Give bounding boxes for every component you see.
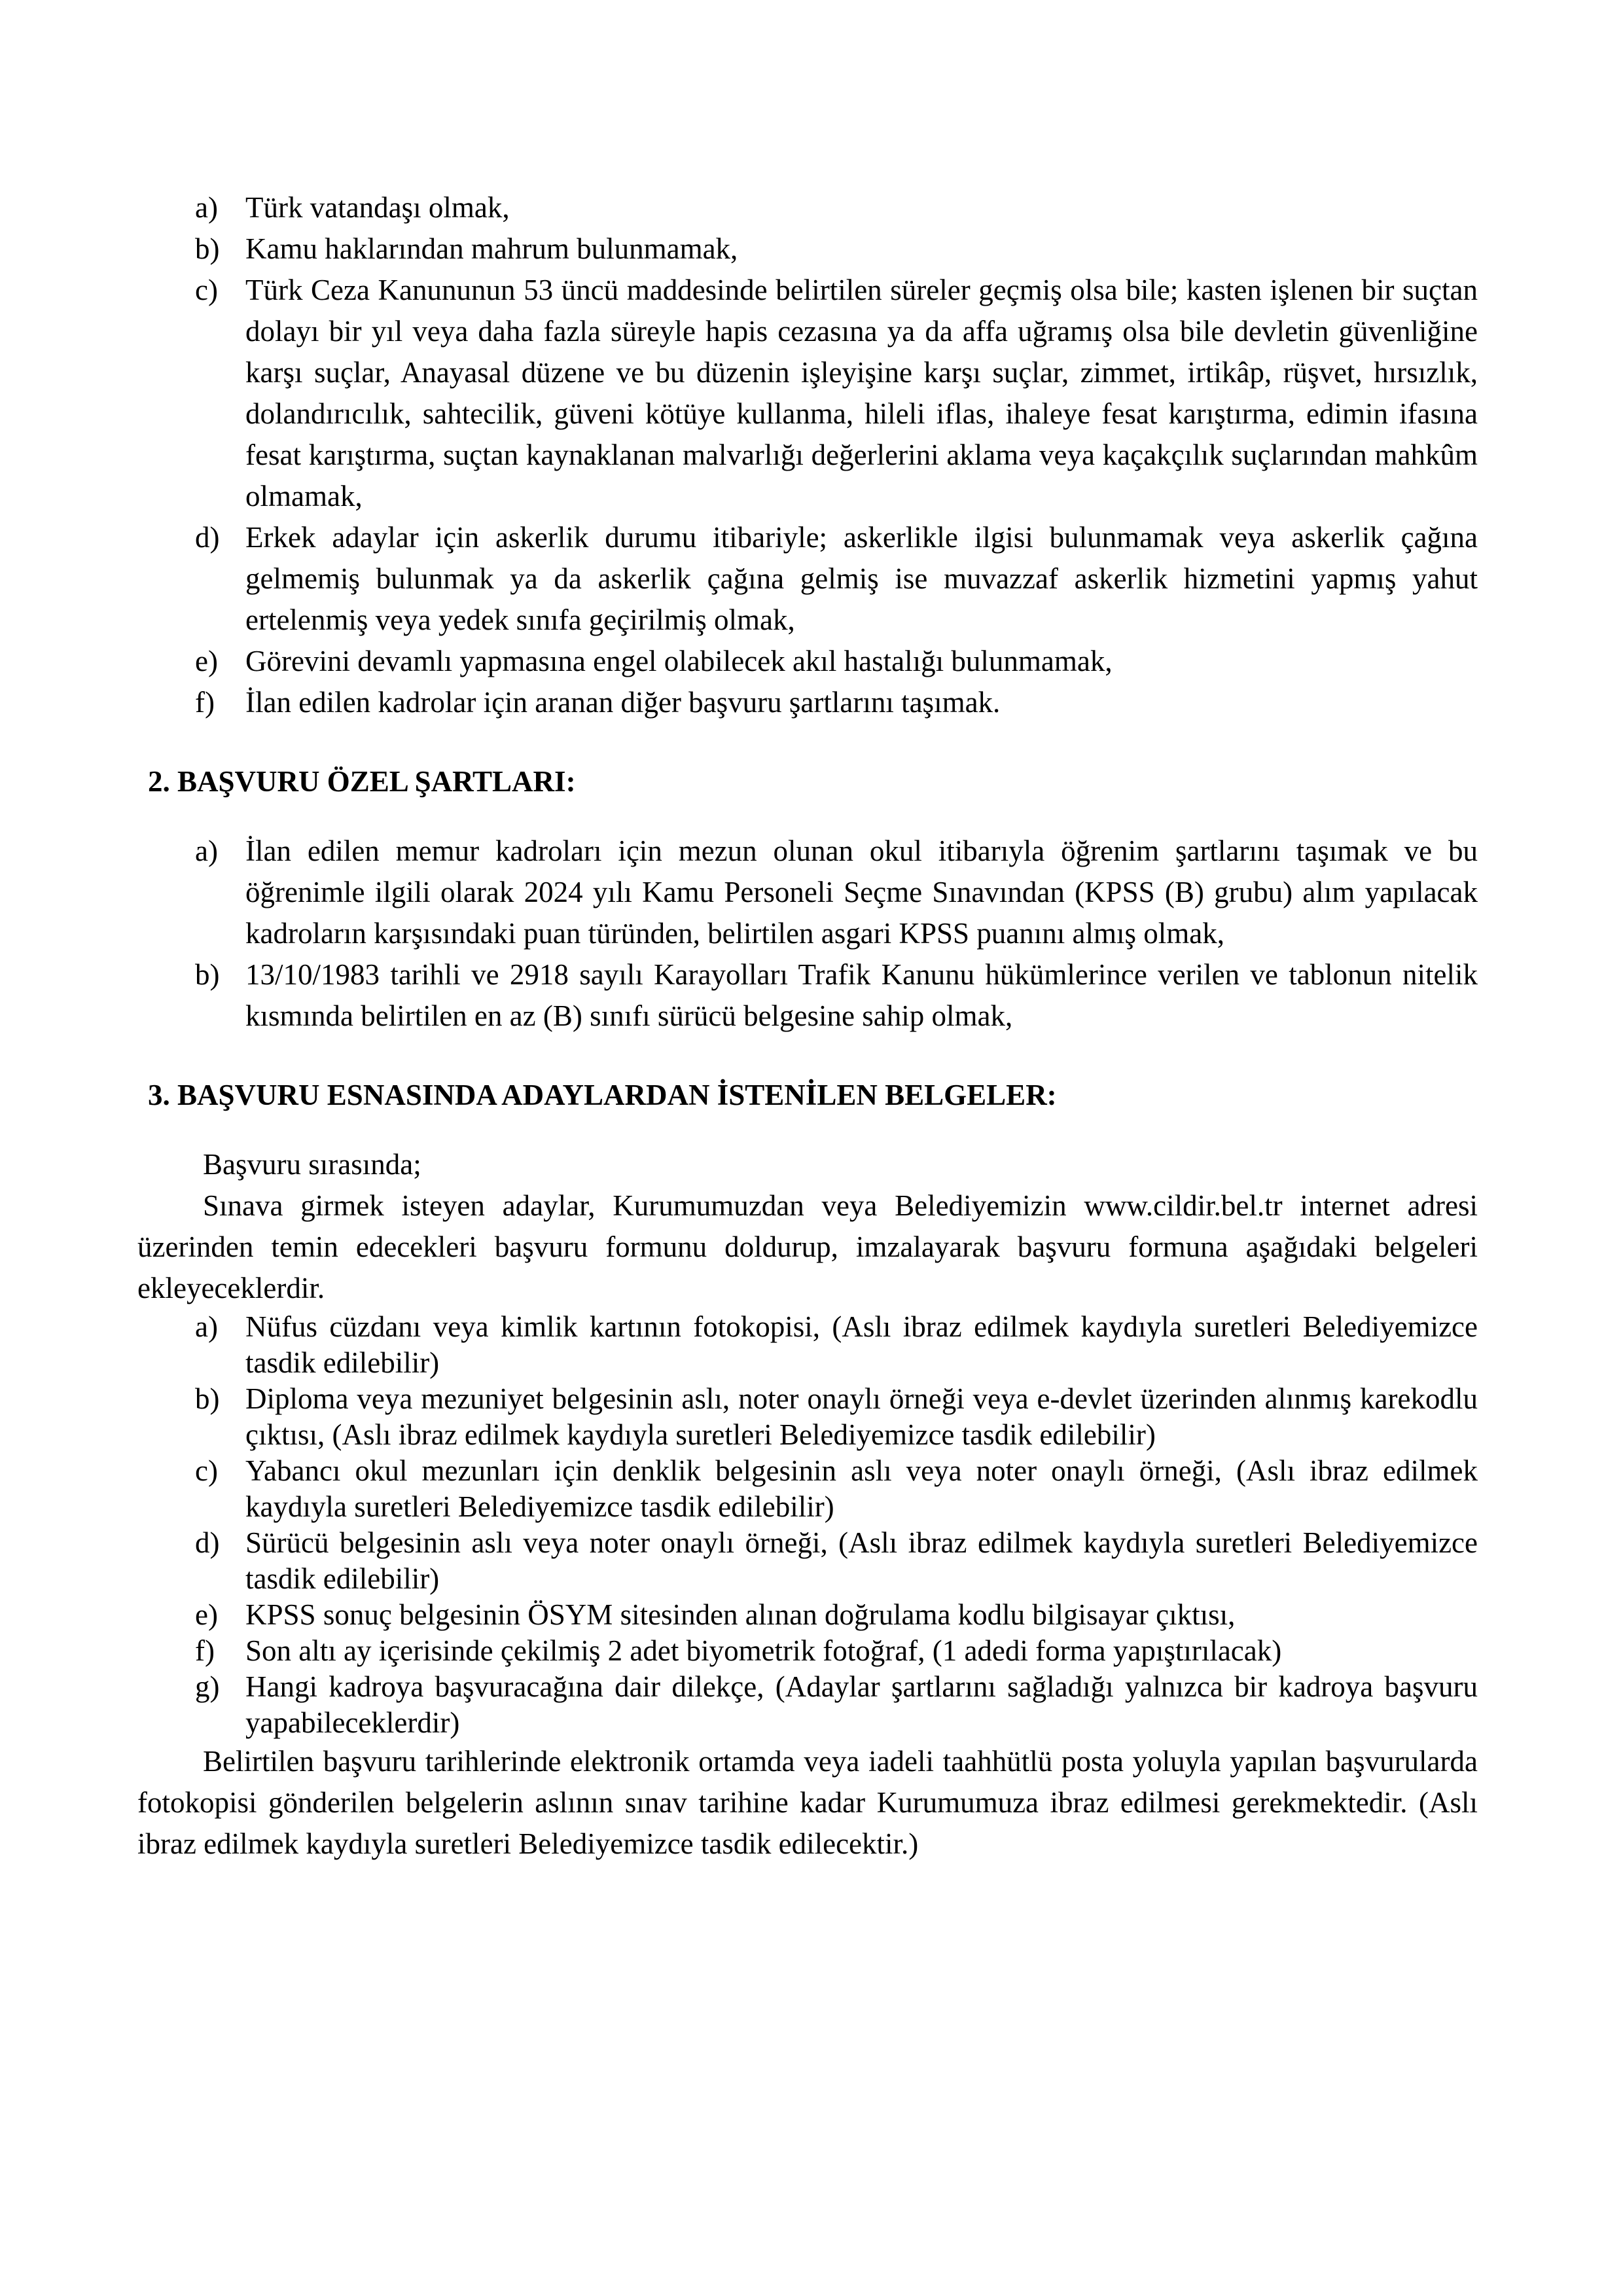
section-2-list [137,831,1478,1037]
list-marker: e) [195,645,218,677]
list-marker: f) [195,1634,215,1667]
list-item [137,1453,1478,1525]
list-item [137,682,1478,723]
general-conditions-list [137,187,1478,723]
list-marker: c) [195,274,218,306]
list-marker: b) [195,1382,220,1415]
list-item-text: 13/10/1983 tarihli ve 2918 sayılı Karayolları Trafik Kanunu hükümlerince verilen ve tablonun nitelik kısmında belirtilen en az (B) sınıfı sürücü belgesine sahip olmak, [245,958,1478,1032]
list-item [137,641,1478,682]
list-item-text: Yabancı okul mezunları için denklik belgesinin aslı veya noter onaylı örneği, (Aslı ibraz edilmek kaydıyla suretleri Belediyemizce tasdik edilebilir) [245,1454,1478,1523]
list-item-text: Türk Ceza Kanununun 53 üncü maddesinde belirtilen süreler geçmiş olsa bile; kasten işlenen bir suçtan dolayı bir yıl veya daha fazla süreyle hapis cezasına ya da affa uğramış olsa bile devletin güvenliğine karşı suçlar, Anayasal düzene ve bu düzenin işleyişine karşı suçlar, zimmet, irtikâp, rüşvet, hırsızlık, dolandırıcılık, sahtecilik, güveni kötüye kullanma, hileli iflas, ihaleye fesat karıştırma, edimin ifasına fesat karıştırma, suçtan kaynaklanan malvarlığı değerlerini aklama veya kaçakçılık suçlarından mahkûm olmamak, [245,274,1478,512]
list-item [137,187,1478,228]
list-marker: a) [195,834,218,867]
list-item-text: İlan edilen memur kadroları için mezun olunan okul itibarıyla öğrenim şartlarını taşımak ve bu öğrenimle ilgili olarak 2024 yılı Kamu Personeli Seçme Sınavından (KPSS (B) grubu) alım yapılacak kadroların karşısındaki puan türünden, belirtilen asgari KPSS puanını almış olmak, [245,834,1478,950]
list-marker: c) [195,1454,218,1487]
list-marker: e) [195,1598,218,1631]
list-marker: a) [195,1310,218,1343]
spacer [137,800,1478,831]
list-marker: f) [195,686,215,719]
list-item [137,831,1478,954]
list-item [137,517,1478,641]
list-item [137,954,1478,1037]
list-item-text: Hangi kadroya başvuracağına dair dilekçe, (Adaylar şartlarını sağladığı yalnızca bir kadroya başvuru yapabileceklerdir) [245,1670,1478,1739]
list-item-text: Sürücü belgesinin aslı veya noter onaylı örneği, (Aslı ibraz edilmek kaydıyla suretleri Belediyemizce tasdik edilebilir) [245,1526,1478,1595]
list-marker: b) [195,958,220,991]
list-item [137,1309,1478,1381]
section-3-heading: 3. BAŞVURU ESNASINDA ADAYLARDAN İSTENİLEN BELGELER: [148,1079,1057,1111]
spacer [137,1037,1478,1076]
list-item-text: Nüfus cüzdanı veya kimlik kartının fotokopisi, (Aslı ibraz edilmek kaydıyla suretleri Belediyemizce tasdik edilebilir) [245,1310,1478,1379]
list-item-text: Diploma veya mezuniyet belgesinin aslı, noter onaylı örneği veya e-devlet üzerinden alınmış karekodlu çıktısı, (Aslı ibraz edilmek kaydıyla suretleri Belediyemizce tasdik edilebilir) [245,1382,1478,1451]
section-3-intro-line: Başvuru sırasında; [203,1148,421,1181]
list-marker: b) [195,232,220,265]
document-content [137,187,1478,1865]
list-item [137,1381,1478,1453]
list-item-text: KPSS sonuç belgesinin ÖSYM sitesinden alınan doğrulama kodlu bilgisayar çıktısı, [245,1598,1236,1631]
list-marker: d) [195,1526,220,1559]
list-item-text: İlan edilen kadrolar için aranan diğer başvuru şartlarını taşımak. [245,686,1001,719]
spacer [137,1114,1478,1144]
list-item [137,1525,1478,1597]
section-3-closing-paragraph: Belirtilen başvuru tarihlerinde elektronik ortamda veya iadeli taahhütlü posta yoluyla yapılan başvurularda fotokopisi gönderilen belgelerin aslının sınav tarihine kadar Kurumumuza ibraz edilmesi gerekmektedir. (Aslı ibraz edilmek kaydıyla suretleri Belediyemizce tasdik edilecektir.) [137,1745,1478,1860]
list-item-text: Türk vatandaşı olmak, [245,191,510,224]
section-3-intro-paragraph: Sınava girmek isteyen adaylar, Kurumumuzdan veya Belediyemizin www.cildir.bel.tr internet adresi üzerinden temin edecekleri başvuru formunu doldurup, imzalayarak başvuru formuna aşağıdaki belgeleri ekleyeceklerdir. [137,1189,1478,1304]
list-item-text: Kamu haklarından mahrum bulunmamak, [245,232,738,265]
list-item-text: Son altı ay içerisinde çekilmiş 2 adet biyometrik fotoğraf, (1 adedi forma yapıştırılacak) [245,1634,1282,1667]
section-2-heading: 2. BAŞVURU ÖZEL ŞARTLARI: [148,765,576,798]
list-item [137,270,1478,517]
list-marker: g) [195,1670,220,1703]
list-item [137,1597,1478,1633]
list-item [137,1633,1478,1669]
list-marker: d) [195,521,220,554]
list-item [137,228,1478,270]
section-3-documents-list [137,1309,1478,1741]
list-item-text: Görevini devamlı yapmasına engel olabilecek akıl hastalığı bulunmamak, [245,645,1113,677]
spacer [137,723,1478,762]
list-marker: a) [195,191,218,224]
list-item-text: Erkek adaylar için askerlik durumu itibariyle; askerlikle ilgisi bulunmamak veya askerlik çağına gelmemiş bulunmak ya da askerlik çağına gelmiş ise muvazzaf askerlik hizmetini yapmış yahut ertelenmiş veya yedek sınıfa geçirilmiş olmak, [245,521,1478,636]
list-item [137,1669,1478,1741]
